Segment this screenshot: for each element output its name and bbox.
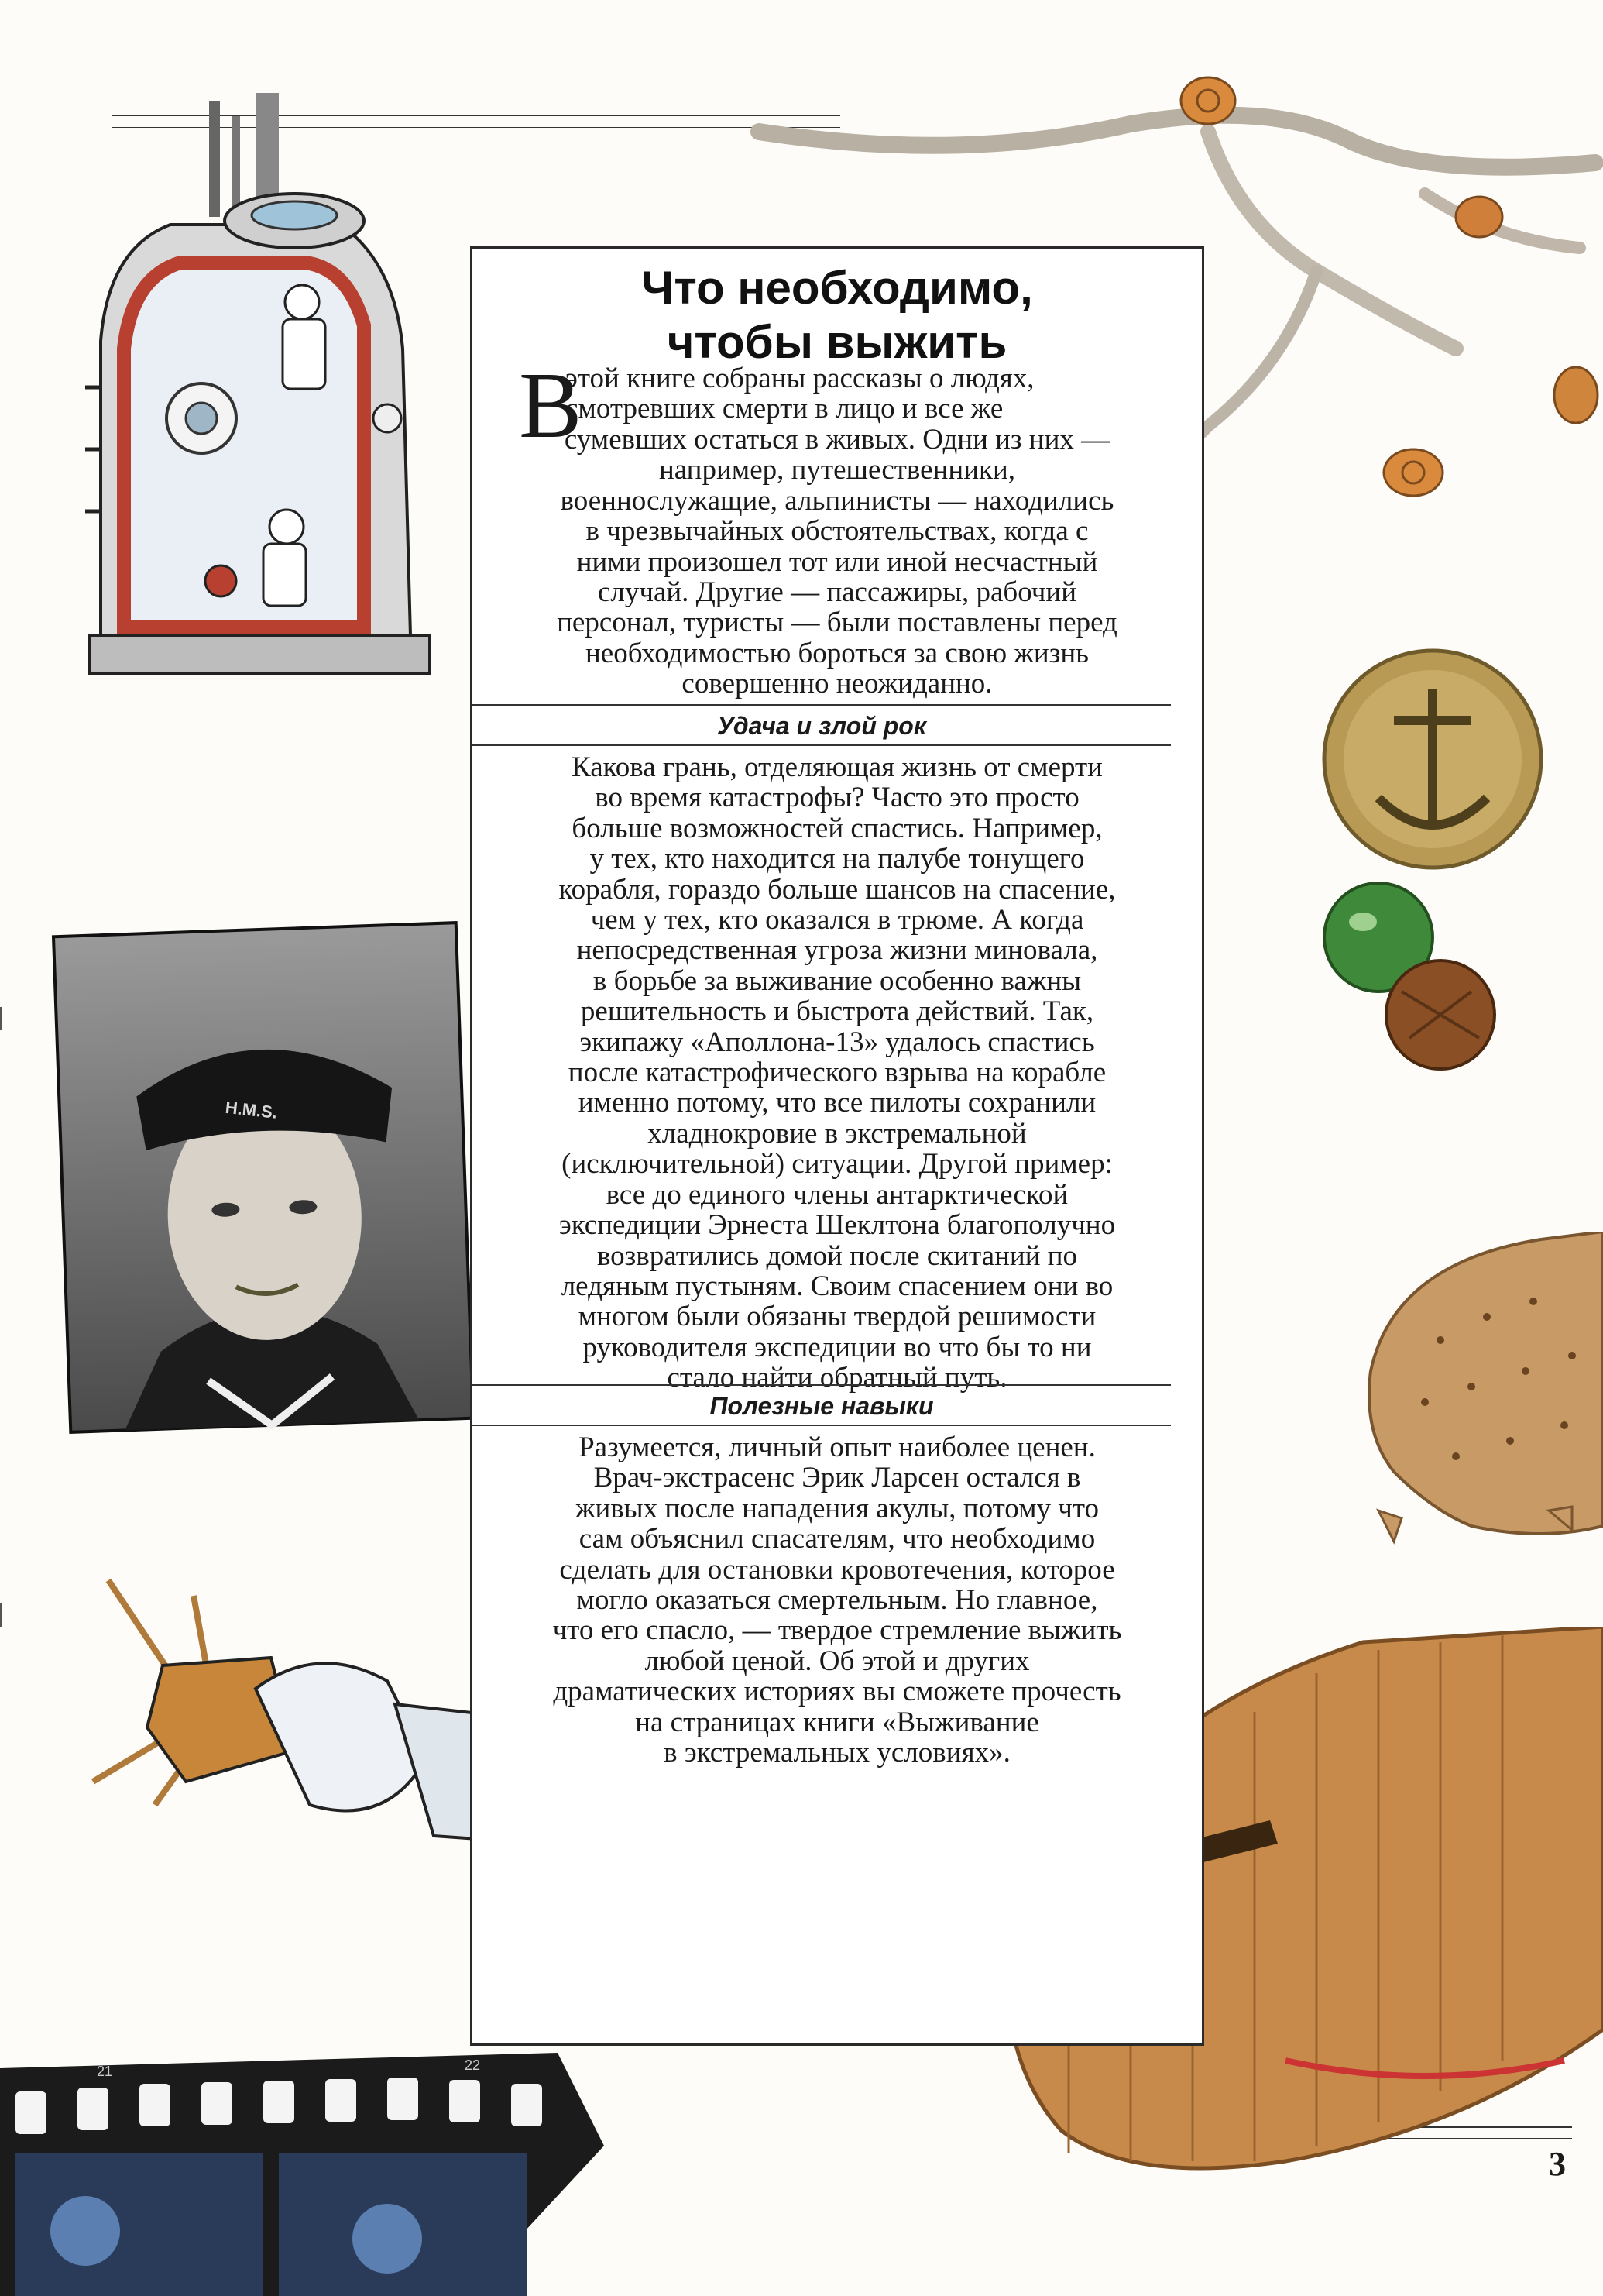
text-line: экспедиции Эрнеста Шеклтона благополучно <box>558 1209 1116 1242</box>
text-line: любой ценой. Об этой и других <box>644 1645 1030 1677</box>
page-title <box>472 261 1202 369</box>
text-line: например, путешественники, <box>658 454 1016 486</box>
text-line: случай. Другие — пассажиры, рабочий <box>597 576 1077 609</box>
section2-paragraph <box>503 1432 1171 1768</box>
text-line: корабля, гораздо больше шансов на спасение, <box>558 873 1116 906</box>
text-line: живых после нападения акулы, потому что <box>575 1492 1100 1524</box>
text-line: экипажу «Аполлона-13» удалось спастись <box>579 1026 1095 1058</box>
text-line: именно потому, что все пилоты сохранили <box>578 1087 1097 1119</box>
ship-biscuit-illustration <box>1347 1232 1603 1557</box>
text-line: ними произошел тот или иной несчастный <box>576 545 1098 578</box>
text-line: больше возможностей спастись. Например, <box>572 812 1103 844</box>
film-frame-number: 22 <box>465 2057 481 2073</box>
section-divider <box>472 744 1171 746</box>
text-line: ледяным пустыням. Своим спасением они во <box>561 1270 1114 1302</box>
intro-paragraph-cont <box>503 424 1171 699</box>
text-line: этой книге собраны рассказы о людях, <box>565 363 1035 394</box>
text-line: персонал, туристы — были поставлены перед <box>557 607 1117 639</box>
text-line: что его спасло, — твердое стремление выжить <box>552 1614 1122 1647</box>
text-line: чем у тех, кто оказался в трюме. А когда <box>590 904 1084 937</box>
margin-mark <box>0 1007 2 1030</box>
text-line: решительность и быстрота действий. Так, <box>580 995 1094 1028</box>
text-line: совершенно неожиданно. <box>681 668 993 700</box>
section-divider <box>472 1425 1171 1426</box>
text-line: в борьбе за выживание особенно важны <box>592 964 1082 997</box>
film-frame-number: 21 <box>97 2064 113 2079</box>
text-line: в чрезвычайных обстоятельствах, когда с <box>585 515 1089 548</box>
intro-paragraph <box>565 363 1171 424</box>
text-line: хладнокровие в экстремальной <box>647 1117 1027 1150</box>
text-line: сделать для остановки кровотечения, которое <box>559 1553 1115 1586</box>
text-line: Какова грань, отделяющая жизнь от смерти <box>572 751 1103 783</box>
text-line: драматических историях вы сможете прочесть <box>553 1676 1121 1708</box>
section-heading: Удача и злой рок <box>716 712 927 740</box>
text-line: все до единого члены антарктической <box>606 1178 1069 1211</box>
section1-paragraph <box>503 752 1171 1394</box>
main-text-box <box>470 246 1204 2046</box>
anchor-button-and-beads-illustration <box>1285 643 1549 1154</box>
page-title-line: чтобы выжить <box>667 316 1007 368</box>
sailor-photograph <box>46 914 480 1441</box>
text-line: у тех, кто находится на палубе тонущего <box>589 843 1085 875</box>
text-line: необходимостью бороться за свою жизнь <box>585 637 1090 669</box>
photo-cap-text: H.M.S. <box>224 1097 279 1122</box>
text-line: сам объяснил спасателям, что необходимо <box>578 1523 1096 1555</box>
margin-mark <box>0 1603 2 1627</box>
text-line: Разумеется, личный опыт наиболее ценен. <box>578 1432 1096 1463</box>
page-title-line: Что необходимо, <box>641 262 1033 314</box>
drop-cap: В <box>519 353 582 458</box>
section-heading: Полезные навыки <box>709 1392 934 1420</box>
text-line: возвратились домой после скитаний по <box>596 1239 1078 1272</box>
text-line: смотревших смерти в лицо и все же <box>565 393 1004 425</box>
text-line: многом были обязаны твердой решимости <box>578 1301 1097 1333</box>
text-line: (исключительной) ситуации. Другой пример: <box>561 1148 1113 1181</box>
text-line: стало найти обратный путь. <box>667 1362 1007 1394</box>
text-line: могло оказаться смертельным. Но главное, <box>576 1584 1098 1617</box>
text-line: непосредственная угроза жизни миновала, <box>576 934 1098 967</box>
text-line: после катастрофического взрыва на корабле <box>568 1057 1107 1089</box>
page-number: 3 <box>1549 2145 1566 2183</box>
section-divider <box>472 704 1171 706</box>
text-line: военнослужащие, альпинисты — находились <box>560 484 1114 517</box>
text-line: в экстремальных условиях». <box>664 1737 1011 1769</box>
text-line: Врач-экстрасенс Эрик Ларсен остался в <box>593 1462 1081 1494</box>
film-strip-illustration <box>0 2006 635 2296</box>
text-line: во время катастрофы? Часто это просто <box>595 782 1080 814</box>
section-divider <box>472 1384 1171 1386</box>
text-line: на страницах книги «Выживание <box>635 1706 1039 1738</box>
submarine-cutaway-illustration <box>54 93 441 713</box>
text-line: сумевших остаться в живых. Одни из них — <box>564 424 1110 455</box>
text-line: руководителя экспедиции во что бы то ни <box>582 1331 1092 1363</box>
